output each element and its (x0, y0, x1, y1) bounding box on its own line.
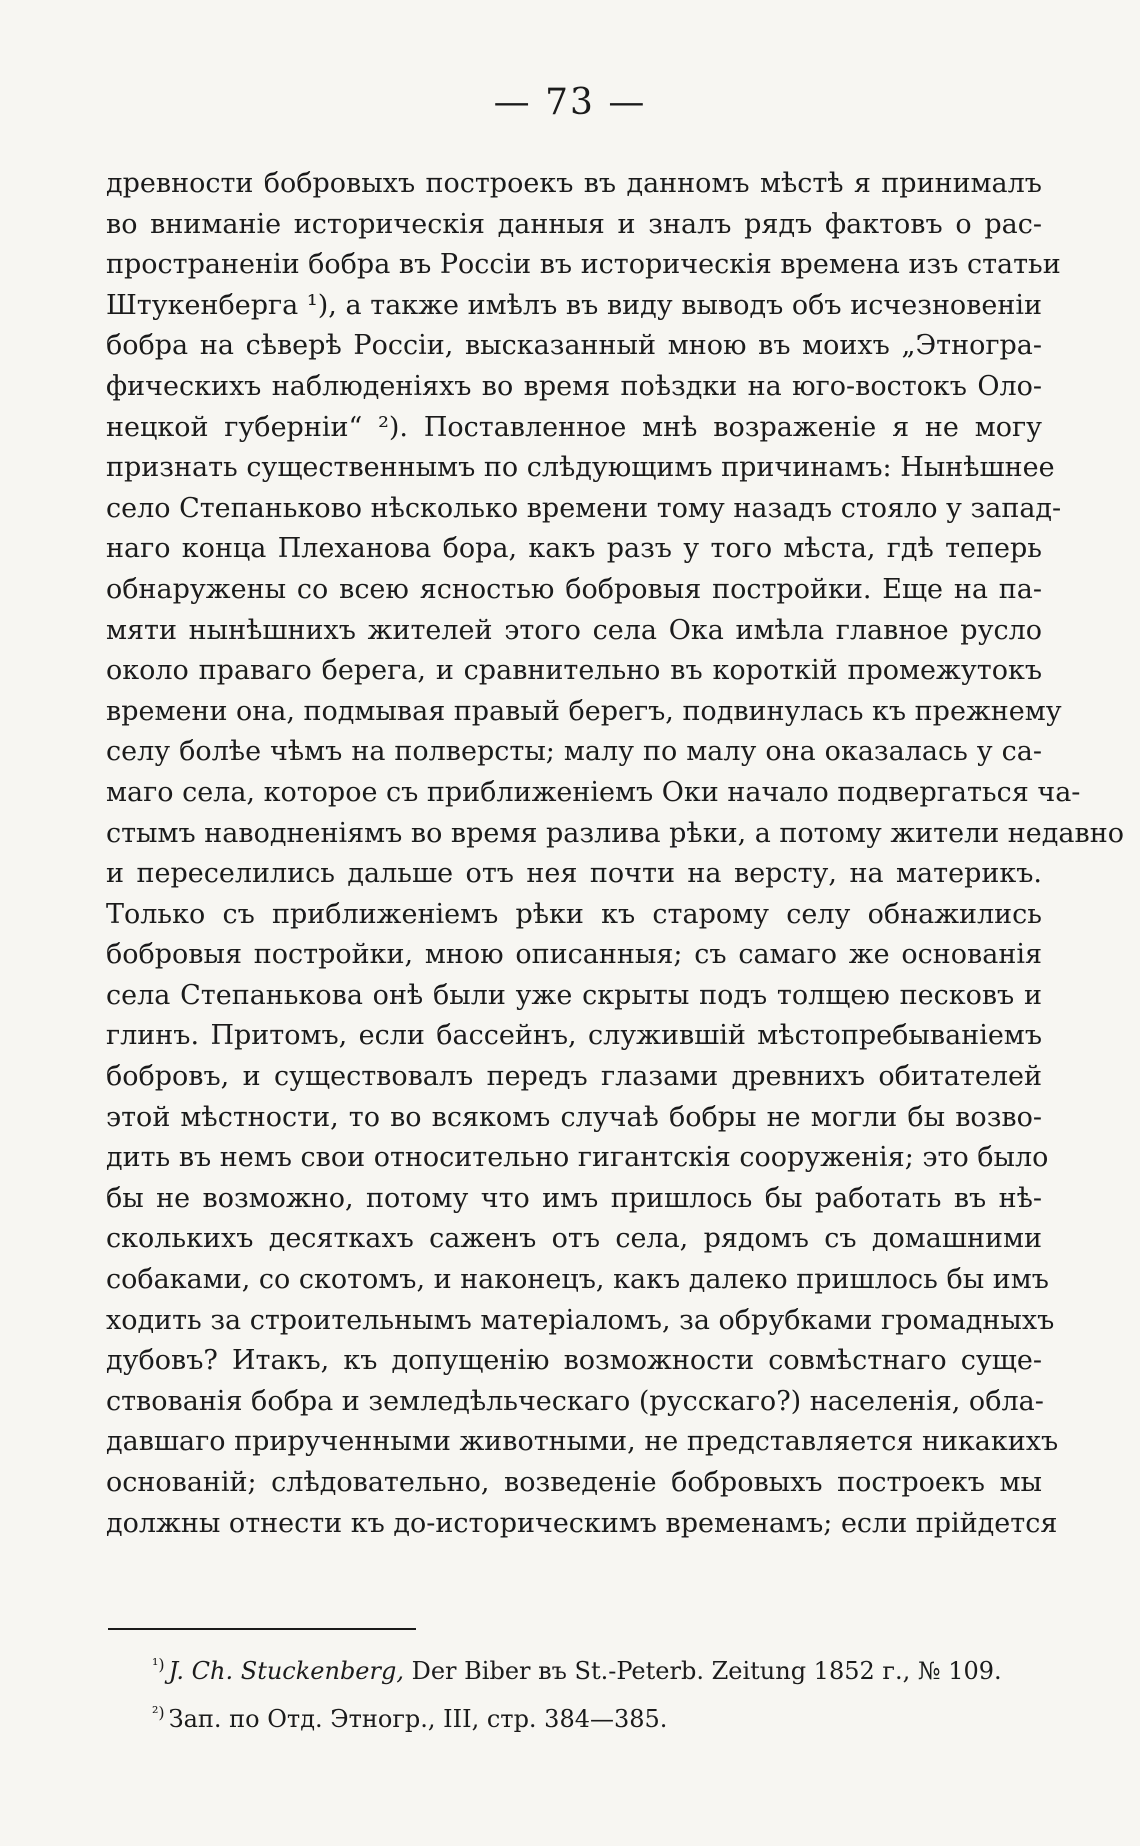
text-line: бобровыя постройки, мною описанныя; съ самаго же основанія (106, 939, 1042, 971)
text-line: пространеніи бобра въ Россіи въ историческія времена изъ статьи (106, 249, 1061, 281)
footnotes (152, 1644, 1032, 1740)
footnote-text: Der Biber въ St.-Peterb. Zeitung 1852 г., № 109. (403, 1657, 1002, 1685)
text-line: около праваго берега, и сравнительно въ короткій промежутокъ (106, 655, 1042, 687)
body-paragraph (106, 164, 1124, 1544)
footnote-2 (152, 1692, 1032, 1740)
footnote-text: Зап. по Отд. Этногр., III, стр. 384—385. (168, 1705, 668, 1733)
text-line: древности бобровыхъ построекъ въ данномъ мѣстѣ я принималъ (106, 168, 1042, 199)
text-line: наго конца Плеханова бора, какъ разъ у того мѣста, гдѣ теперь (106, 533, 1042, 565)
text-line: Только съ приближеніемъ рѣки къ старому селу обнажились (106, 898, 1042, 930)
text-line: села Степанькова онѣ были уже скрыты подъ толщею песковъ и (106, 979, 1042, 1011)
text-line: собаками, со скотомъ, и наконецъ, какъ далеко пришлось бы имъ (106, 1264, 1049, 1296)
text-line: мяти нынѣшнихъ жителей этого села Ока имѣла главное русло (106, 614, 1042, 646)
text-line: Штукенберга ¹), а также имѣлъ въ виду выводъ объ исчезновеніи (106, 289, 1042, 321)
page-number: — 73 — (493, 82, 647, 123)
text-line: и переселились дальше отъ нея почти на версту, на материкъ. (106, 858, 1042, 890)
text-line: маго села, которое съ приближеніемъ Оки начало подвергаться ча- (106, 776, 1081, 808)
text-line: этой мѣстности, то во всякомъ случаѣ бобры не могли бы возво- (106, 1101, 1042, 1133)
text-line: глинъ. Притомъ, если бассейнъ, служившій мѣстопребываніемъ (106, 1020, 1042, 1052)
text-line: должны отнести къ до-историческимъ временамъ; если прійдется (106, 1507, 1058, 1539)
text-line: бобровъ, и существовалъ передъ глазами древнихъ обитателей (106, 1061, 1042, 1093)
text-line: признать существеннымъ по слѣдующимъ причинамъ: Нынѣшнее (106, 452, 1055, 484)
footnote-mark: ¹) (152, 1655, 165, 1674)
footnote-author: J. Ch. Stuckenberg, (168, 1657, 404, 1685)
text-line: основаній; слѣдовательно, возведеніе бобровыхъ построекъ мы (106, 1467, 1042, 1498)
text-line: ходить за строительнымъ матеріаломъ, за обрубками громадныхъ (106, 1304, 1055, 1336)
text-line: обнаружены со всею ясностью бобровыя постройки. Еще на па- (106, 573, 1042, 605)
text-line: времени она, подмывая правый берегъ, подвинулась къ прежнему (106, 695, 1062, 727)
text-line: бобра на сѣверѣ Россіи, высказанный мною въ моихъ „Этногра- (106, 330, 1042, 362)
footnote-separator (108, 1628, 416, 1630)
footnote-1 (152, 1644, 1032, 1692)
text-line: нецкой губерніи“ ²). Поставленное мнѣ возраженіе я не могу (106, 411, 1042, 443)
text-line: стымъ наводненіямъ во время разлива рѣки, а потому жители недавно (106, 817, 1124, 849)
text-line: ствованія бобра и земледѣльческаго (русскаго?) населенія, обла- (106, 1385, 1044, 1417)
text-line: во вниманіе историческія данныя и зналъ рядъ фактовъ о рас- (106, 208, 1042, 240)
text-line: дить въ немъ свои относительно гигантскія сооруженія; это было (106, 1142, 1049, 1174)
text-line: селу болѣе чѣмъ на полверсты; малу по малу она оказалась у са- (106, 736, 1042, 768)
text-line: фическихъ наблюденіяхъ во время поѣздки на юго-востокъ Оло- (106, 370, 1042, 402)
text-line: давшаго прирученными животными, не представляется никакихъ (106, 1426, 1059, 1458)
text-line: дубовъ? Итакъ, къ допущенію возможности совмѣстнаго суще- (106, 1345, 1042, 1377)
text-line: село Степаньково нѣсколько времени тому назадъ стояло у запад- (106, 492, 1062, 524)
text-line: сколькихъ десяткахъ саженъ отъ села, рядомъ съ домашними (106, 1223, 1042, 1255)
footnote-mark: ²) (152, 1703, 165, 1722)
text-line: бы не возможно, потому что имъ пришлось бы работать въ нѣ- (106, 1182, 1042, 1214)
